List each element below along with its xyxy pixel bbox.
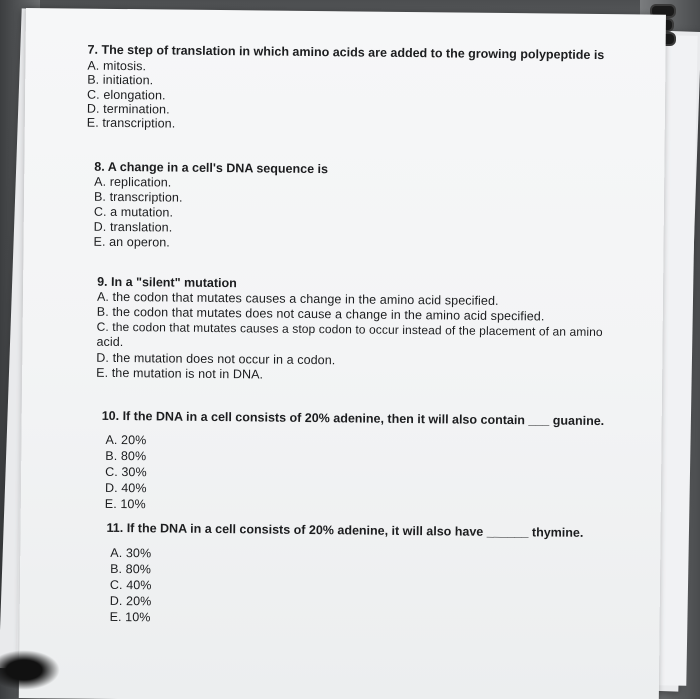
option-b: B. 80% xyxy=(110,561,152,577)
option-c: C. 30% xyxy=(105,464,147,480)
option-b: B. initiation. xyxy=(87,72,154,88)
option-e: E. transcription. xyxy=(86,115,176,131)
question-9 xyxy=(97,275,237,291)
question-number: 7. xyxy=(87,42,99,57)
question-text: A change in a cell's DNA sequence is xyxy=(107,159,329,177)
question-number: 8. xyxy=(94,159,105,174)
option-d: D. translation. xyxy=(93,219,173,235)
question-text: If the DNA in a cell consists of 20% adenine, then it will also contain ___ guanine. xyxy=(122,409,605,429)
question-10 xyxy=(102,409,605,429)
option-b: B. the codon that mutates does not cause a change in the amino acid specified. xyxy=(96,304,545,324)
option-c-continuation: acid. xyxy=(96,334,124,350)
option-e: E. 10% xyxy=(109,609,151,625)
worksheet-page xyxy=(19,8,666,699)
option-c: C. elongation. xyxy=(87,87,166,103)
option-d: D. the mutation does not occur in a codon. xyxy=(96,350,336,368)
option-c: C. a mutation. xyxy=(93,204,174,220)
question-number: 9. xyxy=(97,274,108,289)
option-e: E. 10% xyxy=(104,496,146,512)
question-number: 10. xyxy=(101,408,120,423)
option-c: C. the codon that mutates causes a stop codon to occur instead of the placement of an amino xyxy=(96,319,603,340)
option-a: A. replication. xyxy=(94,174,172,190)
option-a: A. mitosis. xyxy=(87,58,147,74)
option-d: D. termination. xyxy=(86,101,170,117)
option-d: D. 40% xyxy=(104,480,147,496)
question-7 xyxy=(87,43,604,63)
option-d: D. 20% xyxy=(109,593,152,609)
option-c: C. 40% xyxy=(109,577,152,593)
question-11 xyxy=(106,521,583,541)
question-number: 11. xyxy=(106,520,124,536)
shadow-object xyxy=(0,650,60,690)
question-text: If the DNA in a cell consists of 20% adenine, it will also have ______ thymine. xyxy=(126,521,584,540)
option-b: B. 80% xyxy=(105,448,147,464)
option-e: E. an operon. xyxy=(93,234,170,250)
question-text: The step of translation in which amino acids are added to the growing polypeptide is xyxy=(101,42,605,63)
option-a: A. 20% xyxy=(105,432,147,448)
option-a: A. the codon that mutates causes a change in the amino acid specified. xyxy=(96,289,499,308)
option-a: A. 30% xyxy=(110,545,152,561)
option-e: E. the mutation is not in DNA. xyxy=(96,365,264,382)
question-text: In a "silent" mutation xyxy=(110,274,237,291)
option-b: B. transcription. xyxy=(93,189,183,205)
